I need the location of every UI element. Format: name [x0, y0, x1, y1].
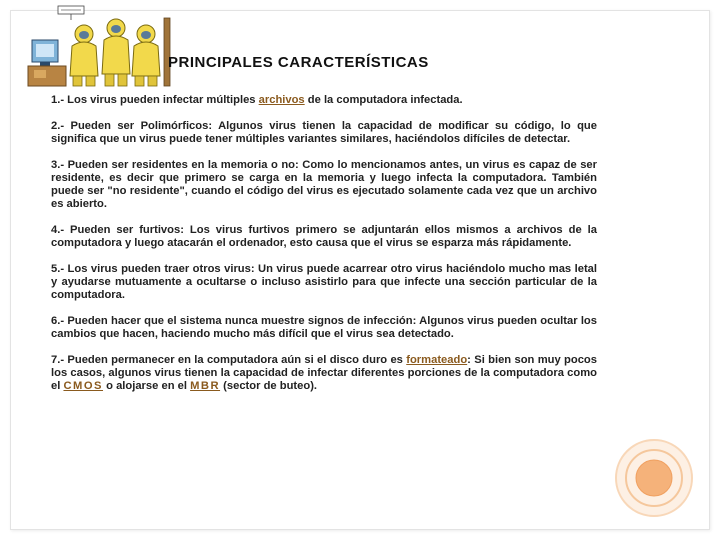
link-archivos[interactable]: archivos [258, 94, 305, 106]
list-item-6: 6.- Pueden hacer que el sistema nunca muestre signos de infección: Algunos virus pueden ocultar los cambios que hacen, haciendo mucho más difícil que el virus sea detectado. [51, 315, 597, 340]
list-item-5: 5.- Los virus pueden traer otros virus: Un virus puede acarrear otro virus haciéndolo mucho mas letal y ayudarse mutuamente a ocultarse o incluso asistirlo para que infecte una sección particular de la computadora. [51, 263, 597, 301]
page-title: PRINCIPALES CARACTERÍSTICAS [168, 54, 429, 71]
list-item-2: 2.- Pueden ser Polimórficos: Algunos virus tienen la capacidad de modificar su código, lo que significa que un virus puede tener múltiples variantes similares, haciéndolos difíciles de detectar. [51, 120, 597, 145]
hazmat-workers-clipart [24, 4, 174, 88]
list-item-1: 1.- Los virus pueden infectar múltiples archivos de la computadora infectada. [51, 94, 463, 106]
list-item-4: 4.- Pueden ser furtivos: Los virus furtivos primero se adjuntarán ellos mismos a archivos de la computadora y luego atacarán el ordenador, esto causa que el virus se esparza más rápidamente. [51, 224, 597, 249]
list-item-3: 3.- Pueden ser residentes en la memoria o no: Como lo mencionamos antes, un virus es capaz de ser residente, es decir que primero se carga en la memoria y luego infecta la computadora. También puede ser "no residente", cuando el código del virus es ejecutado solamente cada vez que un archivo es abierto. [51, 159, 597, 210]
link-mbr[interactable]: MBR [190, 380, 221, 392]
link-cmos[interactable]: CMOS [63, 380, 104, 392]
list-item-7: 7.- Pueden permanecer en la computadora aún si el disco duro es formateado: Si bien son muy pocos los casos, algunos virus tienen la capacidad de infectar diferentes porciones de la computadora como el CMOS o alojarse en el MBR (sector de buteo). [51, 354, 597, 392]
characteristics-list [51, 94, 597, 406]
decorative-circles [612, 438, 712, 538]
link-formateado[interactable]: formateado [406, 354, 468, 366]
